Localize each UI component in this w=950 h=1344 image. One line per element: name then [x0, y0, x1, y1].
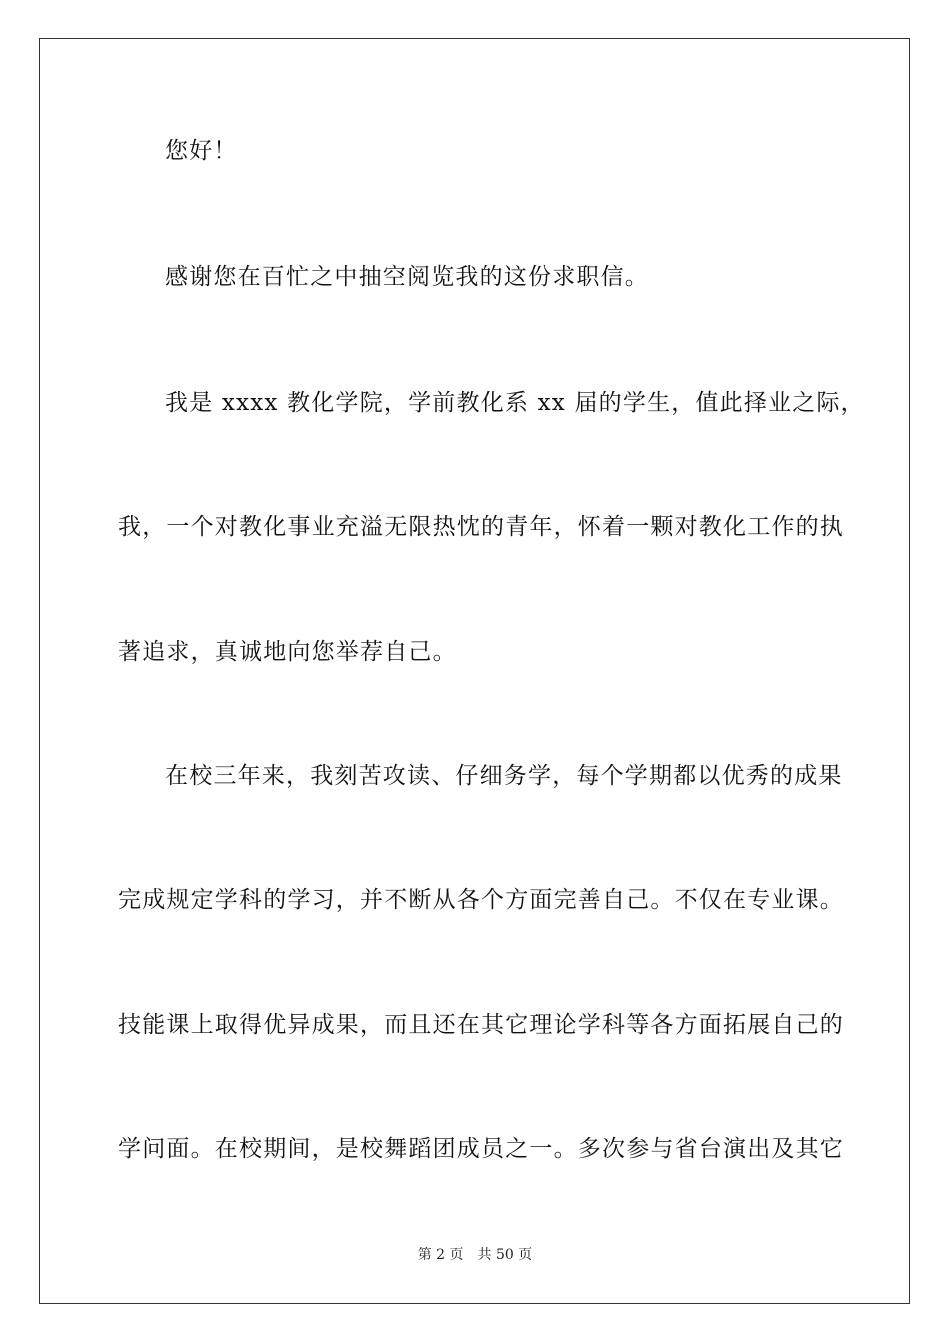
- page-total: 共 50 页: [477, 1247, 533, 1263]
- page-number: 第 2 页: [417, 1247, 464, 1263]
- text-line-intro-cont-2: 著追求，真诚地向您举荐自己。: [118, 639, 457, 665]
- text-line-study-cont-3: 学问面。在校期间，是校舞蹈团成员之一。多次参与省台演出及其它: [118, 1136, 844, 1162]
- text-line-study-cont-1: 完成规定学科的学习，并不断从各个方面完善自己。不仅在专业课。: [118, 887, 844, 913]
- text-line-study-cont-2: 技能课上取得优异成果，而且还在其它理论学科等各方面拓展自己的: [118, 1012, 844, 1038]
- page-border: [39, 38, 910, 1304]
- text-line-greeting: 您好！: [165, 138, 238, 164]
- text-line-intro: 我是 xxxx 教化学院，学前教化系 xx 届的学生，值此择业之际，: [165, 390, 865, 416]
- text-line-thanks: 感谢您在百忙之中抽空阅览我的这份求职信。: [165, 264, 649, 290]
- page-footer: [0, 1246, 950, 1264]
- text-line-intro-cont-1: 我，一个对教化事业充溢无限热忱的青年，怀着一颗对教化工作的执: [118, 514, 844, 540]
- text-line-study: 在校三年来，我刻苦攻读、仔细务学，每个学期都以优秀的成果: [165, 763, 843, 789]
